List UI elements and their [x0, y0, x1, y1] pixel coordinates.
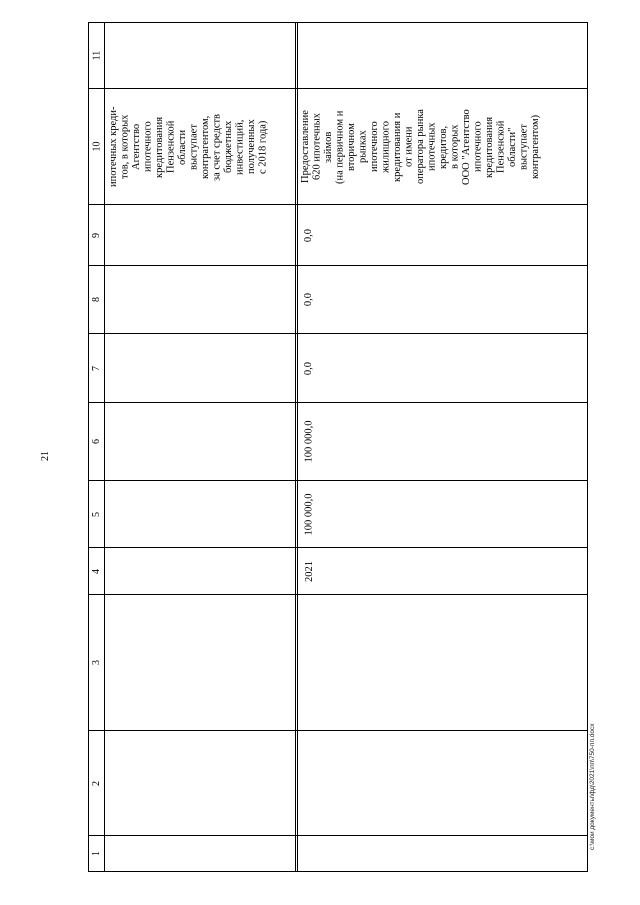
footer-file-path: c:\мои документы\фд\2021\пп\750-пп.docx [589, 723, 596, 850]
table-border-top [88, 22, 588, 23]
column-header-8: 8 [91, 297, 102, 302]
row2-col9-value: 0,0 [303, 228, 315, 242]
row-divider [295, 22, 296, 872]
column-header-3: 3 [91, 660, 102, 665]
column-header-11: 11 [90, 50, 102, 61]
row2-col4-value: 2021 [303, 560, 315, 582]
table-border-bottom [88, 871, 588, 872]
column-divider [88, 265, 588, 266]
row2-col8-value: 0,0 [303, 292, 315, 307]
column-divider [88, 88, 588, 89]
column-header-7: 7 [91, 365, 102, 371]
column-divider [88, 594, 588, 595]
column-divider [88, 835, 588, 836]
column-divider [88, 333, 588, 334]
row1-col10-text: ипотечных креди- тов, в которых Агентство ипотечного кредитования Пензенской области выступает контрагентом, за счет средств бюджетных инвестиций, полученных с 2018 года) [108, 106, 269, 188]
column-header-10: 10 [91, 141, 102, 152]
column-divider [88, 480, 588, 481]
column-divider [88, 730, 588, 731]
column-header-4: 4 [91, 568, 102, 574]
column-header-1: 1 [91, 851, 102, 856]
row2-col6-value: 100 000,0 [303, 420, 315, 463]
row2-col7-value: 0,0 [303, 361, 315, 375]
column-divider [88, 204, 588, 205]
row2-col5-value: 100 000,0 [303, 493, 315, 535]
rotated-table [88, 22, 588, 872]
row2-col10-text: Предоставление 620 ипотечных займов (на первичном и вторичном рынках ипотечного жилищного кредитования и от имени оператора рынка ипотечных кредитов, в которых ООО "Агентство ипотечного кредитования Пензенской области" выступает контрагентом) [300, 109, 541, 185]
column-header-2: 2 [91, 780, 102, 786]
page-number: 21 [40, 451, 51, 461]
column-divider [88, 402, 588, 403]
column-divider [88, 547, 588, 548]
header-row-divider [104, 22, 105, 872]
column-header-6: 6 [91, 439, 102, 444]
column-header-5: 5 [91, 511, 102, 517]
column-header-9: 9 [91, 232, 102, 238]
